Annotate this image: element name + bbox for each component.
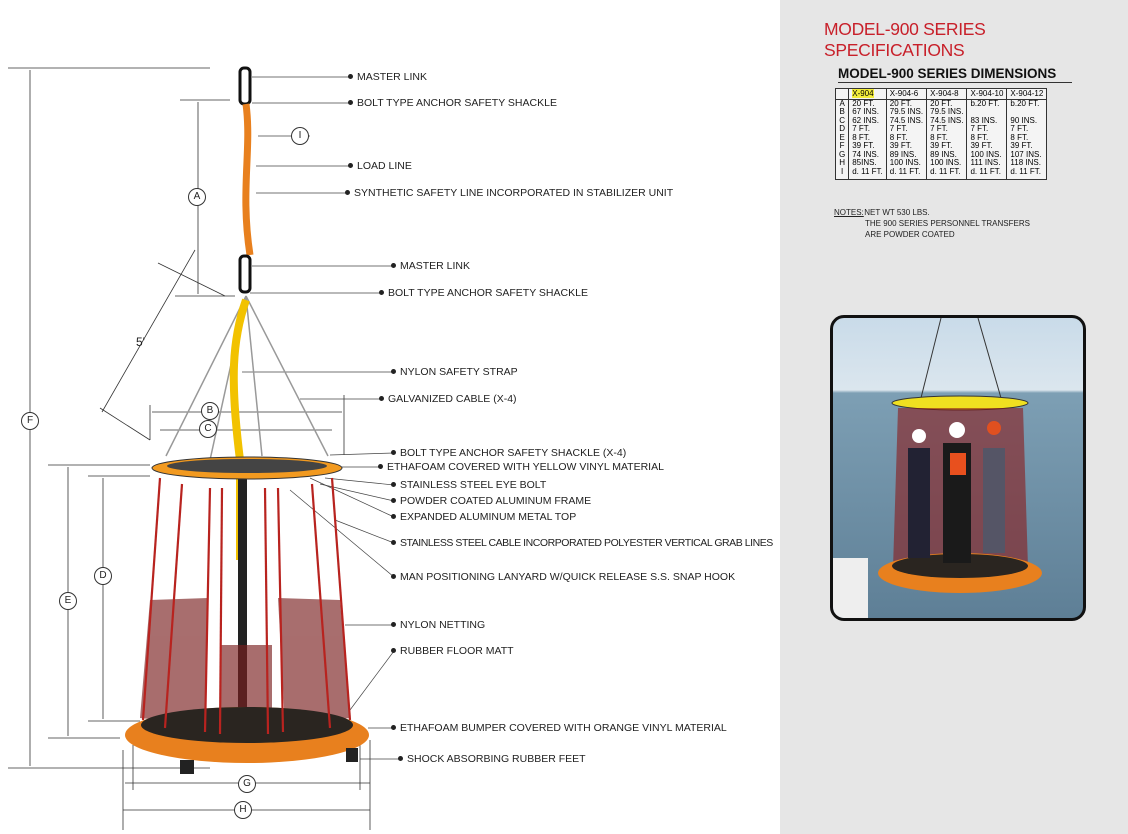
column-header: X-904-10 bbox=[967, 89, 1007, 100]
table-cell: 89 INS. bbox=[886, 151, 926, 160]
column-header bbox=[849, 89, 887, 100]
table-cell: 90 INS. bbox=[1007, 117, 1047, 126]
dimensions-title: MODEL-900 SERIES DIMENSIONS bbox=[838, 66, 1072, 83]
row-label: C bbox=[836, 117, 849, 126]
callout-label: GALVANIZED CABLE (X-4) bbox=[379, 393, 517, 405]
callout-label: MAN POSITIONING LANYARD W/QUICK RELEASE S.S. SNAP HOOK bbox=[391, 571, 735, 583]
callout-label: MASTER LINK bbox=[348, 71, 427, 83]
dimension-H: H bbox=[234, 801, 252, 819]
notes-label: NOTES: bbox=[834, 208, 864, 217]
row-label: I bbox=[836, 168, 849, 180]
table-cell: 8 FT. bbox=[1007, 134, 1047, 143]
dimensions-table bbox=[835, 88, 1047, 180]
table-cell: 74 INS. bbox=[849, 151, 887, 160]
row-label: A bbox=[836, 99, 849, 108]
highlighted-model: X-904 bbox=[852, 89, 874, 98]
table-cell: 83 INS. bbox=[967, 117, 1007, 126]
callout-label: NYLON SAFETY STRAP bbox=[391, 366, 518, 378]
table-cell: 8 FT. bbox=[927, 134, 967, 143]
callout-label: STAINLESS STEEL CABLE INCORPORATED POLYESTER VERTICAL GRAB LINES bbox=[391, 537, 773, 549]
callout-label: EXPANDED ALUMINUM METAL TOP bbox=[391, 511, 576, 523]
table-cell: 20 FT. bbox=[886, 99, 926, 108]
callout-label: NYLON NETTING bbox=[391, 619, 485, 631]
table-cell: 20 FT. bbox=[927, 99, 967, 108]
dimension-F: F bbox=[21, 412, 39, 430]
callout-label: BOLT TYPE ANCHOR SAFETY SHACKLE bbox=[379, 287, 588, 299]
table-cell: 7 FT. bbox=[1007, 125, 1047, 134]
note: THE 900 SERIES PERSONNEL TRANSFERS bbox=[865, 219, 1030, 228]
dimension-5ft: 5' bbox=[136, 335, 145, 349]
column-header: X-904-12 bbox=[1007, 89, 1047, 100]
callout-label: MASTER LINK bbox=[391, 260, 470, 272]
table-cell: 74.5 INS. bbox=[927, 117, 967, 126]
callout-label: STAINLESS STEEL EYE BOLT bbox=[391, 479, 546, 491]
note: ARE POWDER COATED bbox=[865, 230, 955, 239]
column-header bbox=[836, 89, 849, 100]
table-cell: d. 11 FT. bbox=[849, 168, 887, 180]
table-cell: 74.5 INS. bbox=[886, 117, 926, 126]
dimension-B: B bbox=[201, 402, 219, 420]
callout-label: ETHAFOAM COVERED WITH YELLOW VINYL MATERIAL bbox=[378, 461, 664, 473]
table-cell: 7 FT. bbox=[886, 125, 926, 134]
table-cell: 118 INS. bbox=[1007, 159, 1047, 168]
table-cell: 39 FT. bbox=[849, 142, 887, 151]
table-cell: d. 11 FT. bbox=[967, 168, 1007, 180]
row-label: B bbox=[836, 108, 849, 117]
dimension-A: A bbox=[188, 188, 206, 206]
table-cell: b.20 FT. bbox=[967, 99, 1007, 108]
callout-label: SHOCK ABSORBING RUBBER FEET bbox=[398, 753, 586, 765]
row-label: D bbox=[836, 125, 849, 134]
callout-label: LOAD LINE bbox=[348, 160, 412, 172]
table-cell: 100 INS. bbox=[967, 151, 1007, 160]
table-cell: 39 FT. bbox=[927, 142, 967, 151]
dimension-C: C bbox=[199, 420, 217, 438]
table-cell: 62 INS. bbox=[849, 117, 887, 126]
table-cell: 89 INS. bbox=[927, 151, 967, 160]
table-cell: 20 FT. bbox=[849, 99, 887, 108]
callout-label: POWDER COATED ALUMINUM FRAME bbox=[391, 495, 591, 507]
table-cell: 8 FT. bbox=[849, 134, 887, 143]
row-label: H bbox=[836, 159, 849, 168]
table-cell: b.20 FT. bbox=[1007, 99, 1047, 108]
table-cell: 39 FT. bbox=[967, 142, 1007, 151]
table-cell: 67 INS. bbox=[849, 108, 887, 117]
row-label: E bbox=[836, 134, 849, 143]
callout-label: ETHAFOAM BUMPER COVERED WITH ORANGE VINYL MATERIAL bbox=[391, 722, 727, 734]
table-cell: 7 FT. bbox=[927, 125, 967, 134]
notes bbox=[834, 207, 1030, 240]
table-cell: 100 INS. bbox=[886, 159, 926, 168]
table-cell: 39 FT. bbox=[886, 142, 926, 151]
product-photo bbox=[830, 315, 1086, 621]
photo-illustration bbox=[833, 318, 1083, 618]
dimension-D: D bbox=[94, 567, 112, 585]
table-cell: d. 11 FT. bbox=[927, 168, 967, 180]
table-cell: 7 FT. bbox=[967, 125, 1007, 134]
table-cell: 85INS. bbox=[849, 159, 887, 168]
dimension-I: I bbox=[291, 127, 309, 145]
row-label: F bbox=[836, 142, 849, 151]
dimension-E: E bbox=[59, 592, 77, 610]
column-header: X-904-6 bbox=[886, 89, 926, 100]
callout-label: RUBBER FLOOR MATT bbox=[391, 645, 514, 657]
row-label: G bbox=[836, 151, 849, 160]
dimension-G: G bbox=[238, 775, 256, 793]
column-header: X-904-8 bbox=[927, 89, 967, 100]
table-cell: d. 11 FT. bbox=[1007, 168, 1047, 180]
table-cell: 39 FT. bbox=[1007, 142, 1047, 151]
table-cell: 100 INS. bbox=[927, 159, 967, 168]
spec-title: MODEL-900 SERIES SPECIFICATIONS bbox=[824, 19, 986, 60]
callout-label: BOLT TYPE ANCHOR SAFETY SHACKLE bbox=[348, 97, 557, 109]
table-cell: d. 11 FT. bbox=[886, 168, 926, 180]
table-row bbox=[836, 168, 1047, 180]
callout-label: BOLT TYPE ANCHOR SAFETY SHACKLE (X-4) bbox=[391, 447, 626, 459]
table-cell: 8 FT. bbox=[967, 134, 1007, 143]
table-cell: 7 FT. bbox=[849, 125, 887, 134]
table-cell: 107 INS. bbox=[1007, 151, 1047, 160]
callout-label: SYNTHETIC SAFETY LINE INCORPORATED IN STABILIZER UNIT bbox=[345, 187, 673, 199]
table-cell: 79.5 INS. bbox=[886, 108, 926, 117]
table-cell: 79.5 INS. bbox=[927, 108, 967, 117]
table-cell: 8 FT. bbox=[886, 134, 926, 143]
note: NET WT 530 LBS. bbox=[864, 208, 930, 217]
table-cell: 111 INS. bbox=[967, 159, 1007, 168]
